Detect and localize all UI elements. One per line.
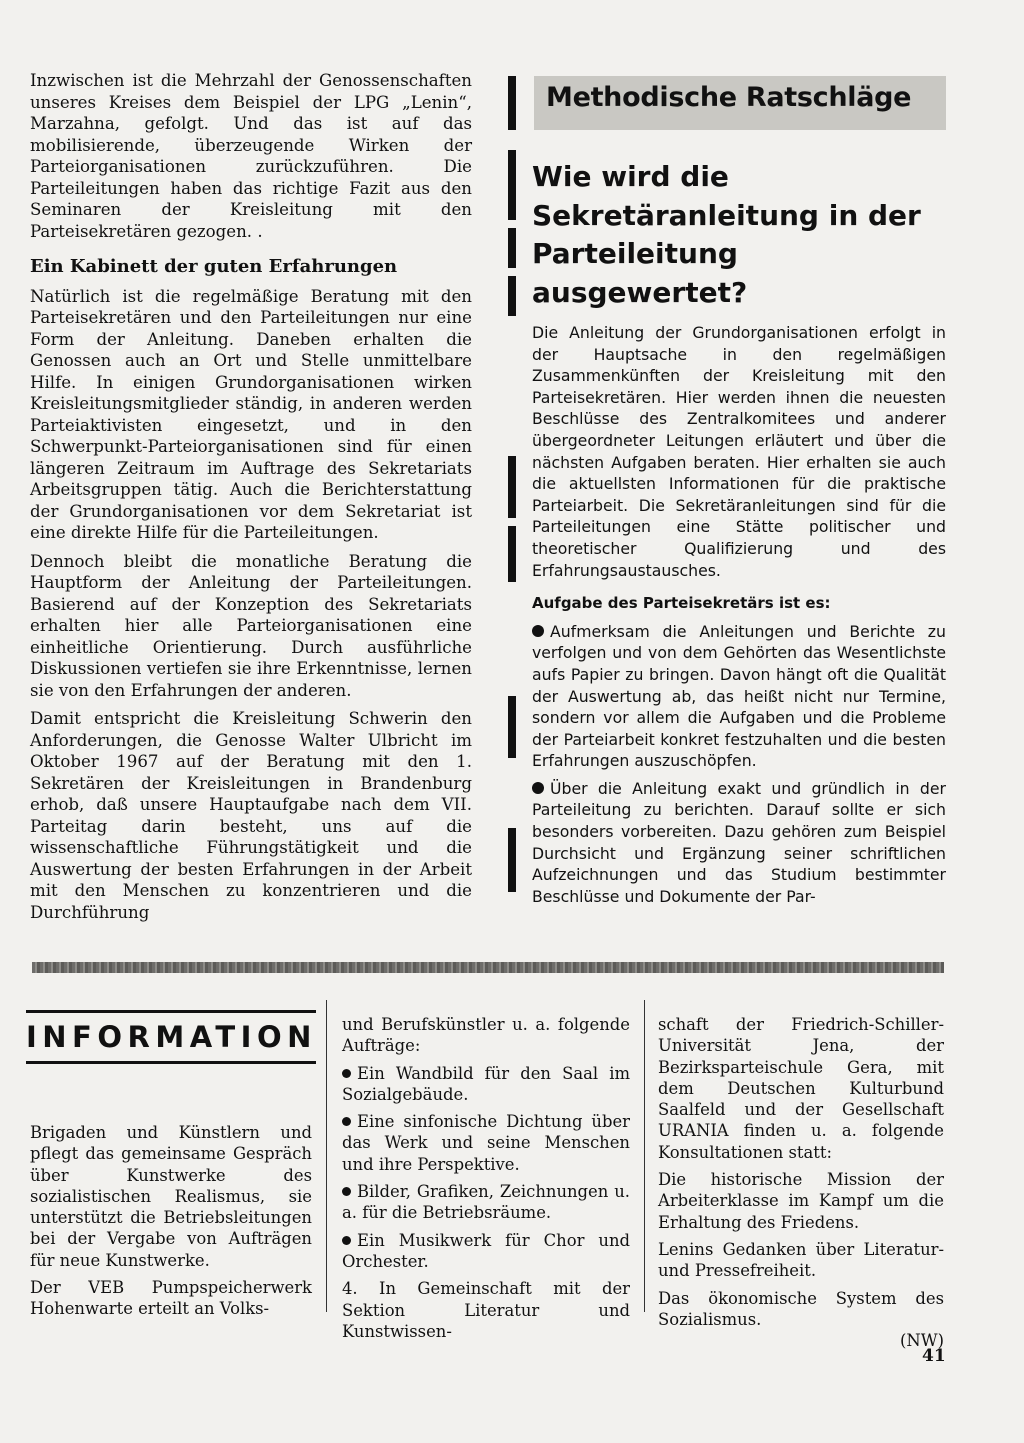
info-paragraph: 4. In Gemeinschaft mit der Sektion Literatur und Kunstwissen- — [342, 1279, 630, 1341]
information-title: INFORMATION — [26, 1010, 316, 1064]
vertical-bar — [508, 828, 516, 892]
bullet-icon — [342, 1069, 351, 1078]
left-paragraph-1: Inzwischen ist die Mehrzahl der Genossenschaften unseres Kreises dem Beispiel der LPG „Lenin“, Marzahna, gefolgt. Und das ist auf das mobilisierende, überzeugende Wirken der Parteiorganisationen zurückzuführen. Die Parteileitungen haben das richtige Fazit aus den Seminaren der Kreisleitung mit den Parteisekretären gezogen. . — [30, 71, 472, 241]
left-paragraph-2: Natürlich ist die regelmäßige Beratung mit den Parteisekretären und den Parteileitungen nur eine Form der Anleitung. Daneben erhalten die Genossen auch an Ort und Stelle unmittelbare Hilfe. In einigen Grundorganisationen wirken Kreisleitungsmitglieder ständig, in anderen werden Parteiaktivisten eingesetzt, und in den Schwerpunkt-Parteiorganisationen sind für einen längeren Zeitraum im Auftrage des Sekretariats Arbeitsgruppen tätig. Auch die Berichterstattung der Grundorganisationen vor dem Sekretariat ist eine direkte Hilfe für die Parteileitungen. — [30, 286, 472, 542]
section-label-band — [534, 76, 946, 130]
bullet-icon — [532, 782, 544, 794]
vertical-bar — [508, 76, 516, 130]
author-signature: (NW) — [900, 1331, 944, 1351]
info-paragraph-text: Das ökonomische System des Sozialismus. — [658, 1288, 944, 1329]
commission-item-text: Ein Musikwerk für Chor und Orchester. — [342, 1230, 630, 1271]
left-paragraph-4: Damit entspricht die Kreisleitung Schwerin den Anforderungen, die Genosse Walter Ulbricht im Oktober 1967 auf der Beratung mit den 1. Sekretären der Kreisleitungen in Brandenburg erhob, daß unsere Hauptaufgabe nach dem VII. Parteitag darin besteht, uns auf die wissenschaftliche Führungstätigkeit und die Auswertung der besten Erfahrungen in der Arbeit mit den Menschen zu konzentrieren und die Durchführung — [30, 709, 472, 922]
vertical-bar — [508, 526, 516, 582]
info-paragraph: und Berufskünstler u. a. folgende Aufträge: — [342, 1015, 630, 1056]
commission-item-text: Eine sinfonische Dichtung über das Werk und seine Menschen und ihre Perspektive. — [342, 1112, 630, 1174]
column-rule — [644, 1000, 645, 1312]
right-article-column — [508, 70, 948, 940]
commission-item-text: Bilder, Grafiken, Zeichnungen u. a. für die Betriebsräume. — [342, 1182, 630, 1223]
information-column-3 — [658, 1014, 944, 1357]
information-column-2 — [342, 1014, 630, 1348]
vertical-bar — [508, 696, 516, 758]
bullet-icon — [342, 1236, 351, 1245]
article-headline: Wie wird die Sekretäranleitung in der Parteileitung ausgewertet? — [532, 160, 921, 309]
info-paragraph: Der VEB Pumpspeicherwerk Hohenwarte erteilt an Volks- — [30, 1278, 312, 1319]
section-divider — [32, 962, 944, 973]
commission-item — [342, 1111, 630, 1175]
task-item — [532, 621, 946, 772]
bullet-icon — [342, 1117, 351, 1126]
vertical-bar — [508, 150, 516, 220]
commission-item-text: Ein Wandbild für den Saal im Sozialgebäude. — [342, 1063, 630, 1104]
right-subheading: Aufgabe des Parteisekretärs ist es: — [532, 594, 831, 613]
right-article-body — [532, 322, 946, 913]
task-item-text: Über die Anleitung exakt und gründlich in der Parteileitung zu berichten. Darauf sollte er sich besonders vorbereiten. Dazu gehören zum Beispiel Durchsicht und Ergänzung seiner schriftlichen Aufzeichnungen und das Studium bestimmter Beschlüsse und Dokumente der Par- — [532, 778, 946, 906]
info-paragraph — [658, 1288, 944, 1331]
vertical-bar — [508, 228, 516, 268]
commission-item — [342, 1181, 630, 1224]
left-article-column — [30, 70, 472, 930]
bullet-icon — [342, 1187, 351, 1196]
task-item-text: Aufmerksam die Anleitungen und Berichte zu verfolgen und von dem Gehörten das Wesentlichste aufs Papier zu bringen. Davon hängt oft die Qualität der Auswertung ab, das heißt nicht nur Termine, sondern vor allem die Aufgaben und die Probleme der Parteiarbeit konkret festzuhalten und die besten Erfahrungen auszuschöpfen. — [532, 621, 946, 771]
info-paragraph: Lenins Gedanken über Literatur- und Pressefreiheit. — [658, 1239, 944, 1281]
commission-item — [342, 1230, 630, 1273]
info-paragraph: Brigaden und Künstlern und pflegt das gemeinsame Gespräch über Kunstwerke des sozialistischen Realismus, sie unterstützt die Betriebsleitungen bei der Vergabe von Aufträgen für neue Kunstwerke. — [30, 1123, 312, 1270]
info-paragraph: Die historische Mission der Arbeiterklasse im Kampf um die Erhaltung des Friedens. — [658, 1170, 944, 1232]
right-paragraph-1: Die Anleitung der Grundorganisationen erfolgt in der Hauptsache in den regelmäßigen Zusammenkünften der Kreisleitung mit den Parteisekretären. Hier werden ihnen die neuesten Beschlüsse des Zentralkomitees und anderer übergeordneter Leitungen erläutert und über die nächsten Aufgaben beraten. Hier erhalten sie auch die aktuellsten Informationen für die praktische Parteiarbeit. Die Sekretäranleitungen sind für die Parteileitungen eine Stätte politischer und theoretischer Qualifizierung und des Erfahrungsaustausches. — [532, 323, 946, 580]
section-label: Methodische Ratschläge — [546, 82, 912, 113]
vertical-bar — [508, 276, 516, 316]
left-paragraph-3: Dennoch bleibt die monatliche Beratung die Hauptform der Anleitung der Parteileitungen. Basierend auf der Konzeption des Sekretariats erhalten hier alle Parteiorganisationen eine einheitliche Orientierung. Durch ausführliche Diskussionen vertiefen sie ihre Erkenntnisse, lernen sie von den Erfahrungen der anderen. — [30, 551, 472, 700]
vertical-bar — [508, 456, 516, 518]
task-item — [532, 778, 946, 908]
bullet-icon — [532, 625, 544, 637]
left-section-heading: Ein Kabinett der guten Erfahrungen — [30, 256, 398, 277]
page-number: 41 — [922, 1346, 946, 1366]
commission-item — [342, 1063, 630, 1106]
info-paragraph: schaft der Friedrich-Schiller-Universität Jena, der Bezirksparteischule Gera, mit dem Deutschen Kulturbund Saalfeld und der Gesellschaft URANIA finden u. a. folgende Konsultationen statt: — [658, 1015, 944, 1162]
column-rule — [326, 1000, 327, 1312]
information-column-1 — [30, 1122, 312, 1326]
